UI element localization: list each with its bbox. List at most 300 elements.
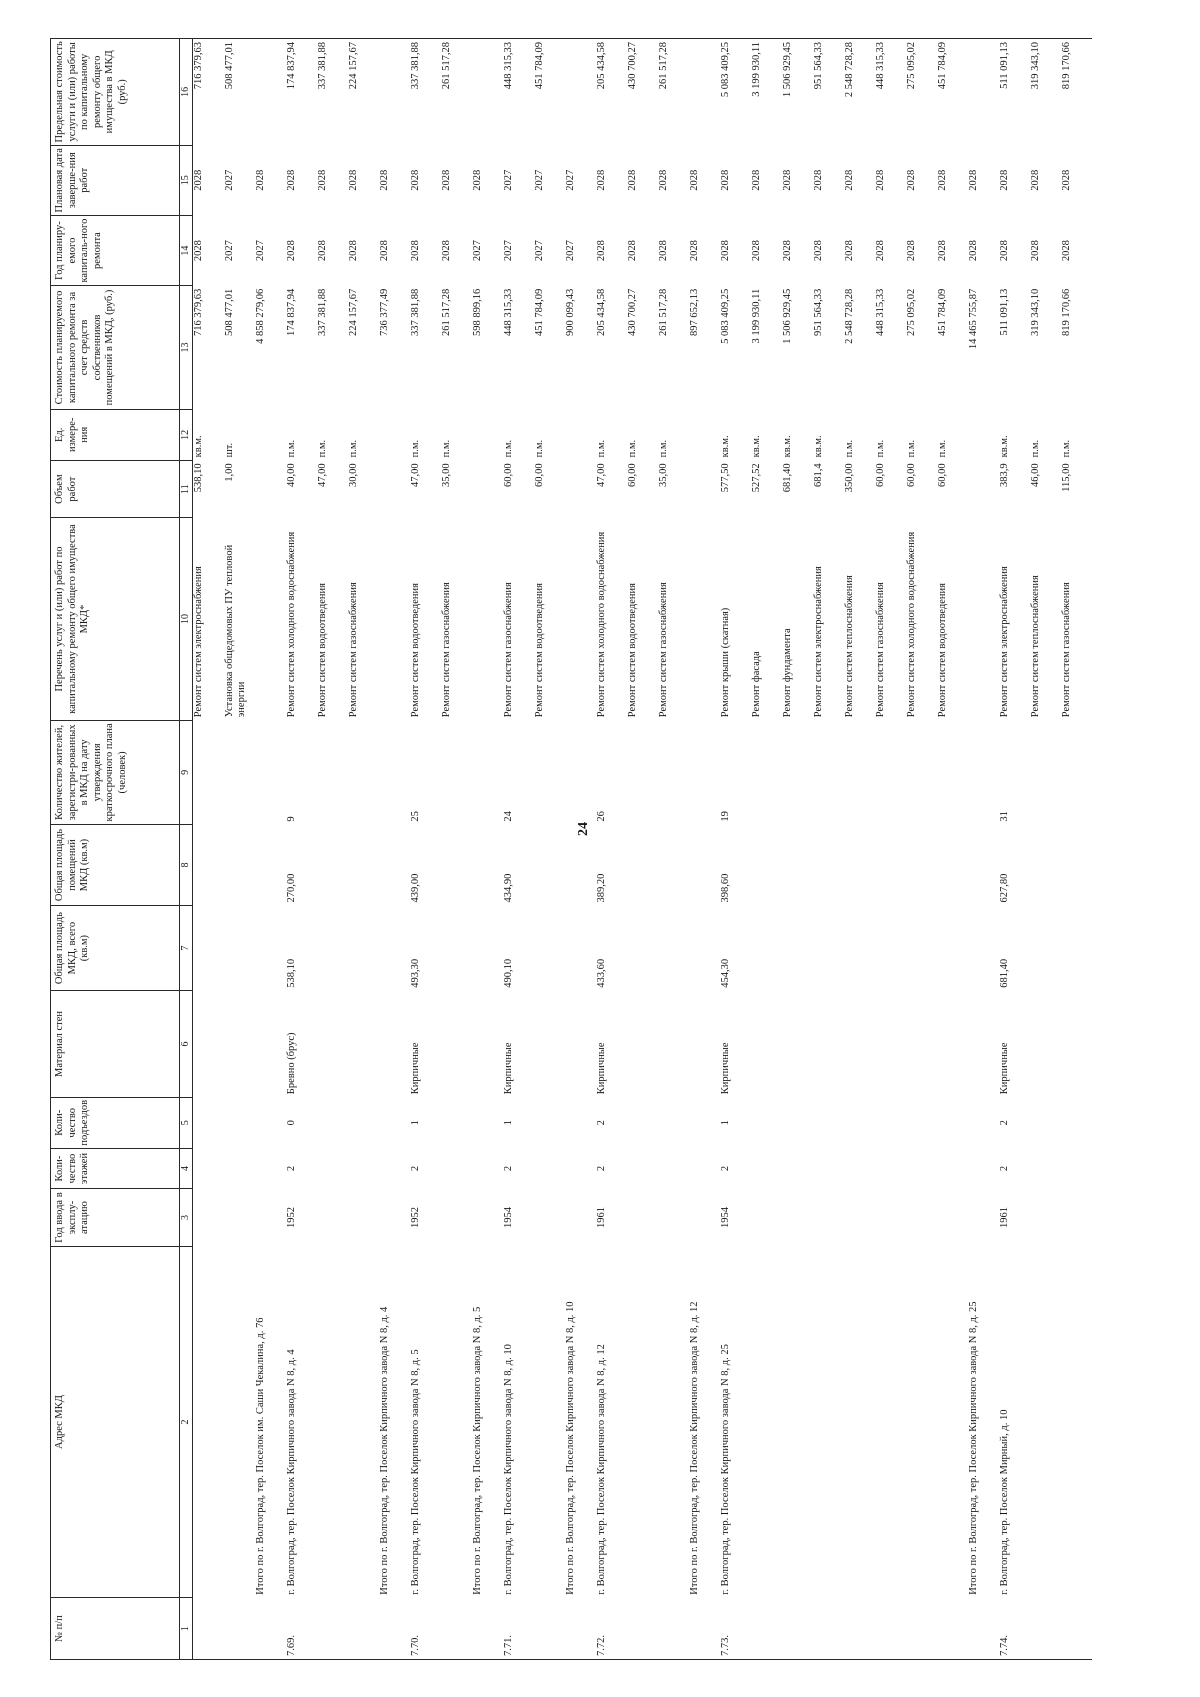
table-cell: 205 434,58 xyxy=(595,288,607,336)
table-cell xyxy=(906,906,937,991)
table-cell: 2027 xyxy=(533,169,545,191)
table-cell: Итого по г. Волгоград, тер. Поселок им. Саши Чекалина, д. 76 xyxy=(254,1317,266,1595)
column-header: Перечень услуг и (или) работ по капитальному ремонту общего имущества МКД* xyxy=(51,518,180,720)
table-cell: 7.74. xyxy=(999,1598,1030,1660)
table-cell xyxy=(658,1598,689,1660)
table-cell xyxy=(968,1189,999,1247)
table-cell: 538,10 xyxy=(285,958,297,988)
table-cell xyxy=(751,906,782,991)
column-number-cell: 13 xyxy=(180,286,193,410)
table-cell xyxy=(627,1097,658,1148)
table-cell: 337 381,88 xyxy=(410,39,441,146)
table-row xyxy=(720,39,751,1660)
table-cell xyxy=(565,1598,596,1660)
table-cell xyxy=(751,1189,782,1247)
table-cell xyxy=(875,991,906,1098)
table-cell: Ремонт крыши (скатная) xyxy=(719,607,731,718)
table-cell: 4 858 279,06 xyxy=(254,288,266,344)
table-cell xyxy=(472,39,503,146)
page-number: 24 xyxy=(576,822,591,836)
table-cell: 2028 xyxy=(812,240,824,262)
column-header: Коли-чество подъездов xyxy=(51,1097,180,1148)
table-cell: 527,52 xyxy=(750,463,762,493)
table-cell xyxy=(534,1246,565,1597)
table-cell: 60,00 xyxy=(905,463,917,487)
table-cell: 2028 xyxy=(843,169,855,191)
table-cell: Итого по г. Волгоград, тер. Поселок Кирпичного завода N 8, д. 4 xyxy=(378,1306,390,1595)
table-cell xyxy=(317,1598,348,1660)
table-cell: 2028 xyxy=(874,240,886,262)
table-cell: 2028 xyxy=(347,169,359,191)
table-cell: 2027 xyxy=(471,240,483,262)
table-cell xyxy=(1030,1189,1061,1247)
table-cell: 2027 xyxy=(223,169,235,191)
table-cell: кв.м. xyxy=(812,435,824,458)
table-cell: 337 381,88 xyxy=(317,39,348,146)
table-cell: 2028 xyxy=(905,169,917,191)
table-cell: п.м. xyxy=(1060,439,1072,458)
table-cell xyxy=(348,1189,379,1247)
table-cell: 7.73. xyxy=(720,1598,751,1660)
table-cell xyxy=(534,825,565,906)
table-cell: 398,60 xyxy=(719,873,731,903)
table-row xyxy=(441,39,472,1660)
table-cell: 1952 xyxy=(409,1207,421,1229)
column-header: Общая площадь помещений МКД (кв.м) xyxy=(51,825,180,906)
table-cell xyxy=(968,1097,999,1148)
table-cell: Ремонт систем теплоснабжения xyxy=(1029,575,1041,718)
table-cell: г. Волгоград, тер. Поселок Кирпичного завода N 8, д. 25 xyxy=(719,1344,731,1595)
table-cell xyxy=(565,1148,596,1188)
column-header: Количество жителей, зарегистри-рованных в МКД на дату утверждения краткосрочного плана (человек) xyxy=(51,720,180,824)
table-cell xyxy=(224,1148,255,1188)
table-cell: 2027 xyxy=(502,169,514,191)
table-cell xyxy=(255,825,286,906)
table-cell xyxy=(317,1148,348,1188)
table-cell xyxy=(813,991,844,1098)
rotated-document xyxy=(50,38,1180,1660)
table-cell xyxy=(782,825,813,906)
table-cell xyxy=(534,906,565,991)
table-cell: кв.м. xyxy=(719,435,731,458)
table-cell xyxy=(317,906,348,991)
table-cell xyxy=(379,991,410,1098)
table-cell xyxy=(658,1097,689,1148)
table-cell xyxy=(875,1148,906,1188)
table-cell: 2028 xyxy=(688,240,700,262)
table-cell: Ремонт систем теплоснабжения xyxy=(843,575,855,718)
table-cell xyxy=(782,1189,813,1247)
table-cell: кв.м. xyxy=(750,435,762,458)
table-cell xyxy=(968,460,999,518)
table-cell xyxy=(1061,906,1092,991)
table-cell xyxy=(348,906,379,991)
table-cell: п.м. xyxy=(657,439,669,458)
table-cell: 951 564,33 xyxy=(812,288,824,336)
table-cell: 2028 xyxy=(1060,240,1072,262)
table-cell: 2028 xyxy=(316,240,328,262)
table-cell: 2 xyxy=(595,1165,607,1172)
table-cell xyxy=(255,1189,286,1247)
table-cell: 681,4 xyxy=(812,463,824,487)
table-cell: 46,00 xyxy=(1029,463,1041,487)
table-cell: 2028 xyxy=(936,169,948,191)
table-row xyxy=(813,39,844,1660)
column-number-cell: 10 xyxy=(180,518,193,720)
table-cell: 60,00 xyxy=(502,463,514,487)
table-cell: 2028 xyxy=(905,240,917,262)
column-number-cell: 16 xyxy=(180,39,193,146)
table-cell xyxy=(348,1598,379,1660)
table-cell: 716 379,63 xyxy=(193,288,204,336)
table-cell: 1961 xyxy=(595,1207,607,1229)
table-cell xyxy=(193,1097,224,1148)
table-cell: п.м. xyxy=(1029,439,1041,458)
column-header: Предельная стоимость услуги и (или) работы по капитальному ремонту общего имущества в МКД (руб.) xyxy=(51,39,180,146)
table-cell: 434,90 xyxy=(502,873,514,903)
table-cell xyxy=(255,720,286,824)
table-cell: 2028 xyxy=(285,240,297,262)
table-cell: п.м. xyxy=(440,439,452,458)
table-cell: 14 465 755,87 xyxy=(967,288,979,350)
table-cell: Ремонт систем газоснабжения xyxy=(874,582,886,718)
table-cell xyxy=(689,460,720,518)
table-cell xyxy=(844,1097,875,1148)
column-header: Общая площадь МКД, всего (кв.м) xyxy=(51,906,180,991)
table-cell: 389,20 xyxy=(595,873,607,903)
table-cell: п.м. xyxy=(626,439,638,458)
column-header: Плановая дата заверше-ния работ xyxy=(51,145,180,215)
table-cell: 2028 xyxy=(626,169,638,191)
table-cell: 2028 xyxy=(719,240,731,262)
column-header: Материал стен xyxy=(51,991,180,1098)
table-cell: Кирпичные xyxy=(409,1042,421,1095)
table-cell: 448 315,33 xyxy=(874,288,886,336)
table-cell: 2028 xyxy=(409,169,421,191)
table-cell xyxy=(317,1189,348,1247)
table-cell xyxy=(751,991,782,1098)
table-cell xyxy=(255,409,286,460)
table-cell: 337 381,88 xyxy=(316,288,328,336)
table-cell xyxy=(968,906,999,991)
table-cell: 2028 xyxy=(781,240,793,262)
table-row xyxy=(534,39,565,1660)
table-cell: 538,10 xyxy=(193,463,204,493)
table-row xyxy=(968,39,999,1660)
table-cell xyxy=(689,1097,720,1148)
column-number-cell: 2 xyxy=(180,1246,193,1597)
table-cell xyxy=(441,825,472,906)
table-cell xyxy=(565,991,596,1098)
table-cell xyxy=(317,1246,348,1597)
table-cell xyxy=(193,1189,224,1247)
table-cell: 47,00 xyxy=(409,463,421,487)
table-cell xyxy=(658,906,689,991)
table-cell xyxy=(1061,1148,1092,1188)
table-cell xyxy=(937,991,968,1098)
table-cell: 1952 xyxy=(285,1207,297,1229)
table-cell: 2028 xyxy=(378,240,390,262)
table-cell xyxy=(317,991,348,1098)
table-cell xyxy=(379,1148,410,1188)
table-row xyxy=(503,39,534,1660)
table-cell: 2 548 728,28 xyxy=(843,288,855,344)
table-cell: 60,00 xyxy=(874,463,886,487)
table-cell xyxy=(348,1097,379,1148)
table-cell xyxy=(565,460,596,518)
table-cell: п.м. xyxy=(936,439,948,458)
column-header: Год ввода в эксплу-атацию xyxy=(51,1189,180,1247)
table-cell: 275 095,02 xyxy=(905,288,917,336)
table-cell xyxy=(689,1598,720,1660)
table-cell xyxy=(813,720,844,824)
table-cell: 2028 xyxy=(936,240,948,262)
table-cell: 897 652,13 xyxy=(688,288,700,336)
table-cell xyxy=(441,1097,472,1148)
table-cell xyxy=(1030,1148,1061,1188)
table-cell xyxy=(565,518,596,720)
table-cell xyxy=(627,1189,658,1247)
table-row xyxy=(255,39,286,1660)
table-cell: п.м. xyxy=(905,439,917,458)
table-cell xyxy=(1061,991,1092,1098)
table-cell xyxy=(906,1246,937,1597)
table-cell: 819 170,66 xyxy=(1060,288,1072,336)
table-cell: 7.71. xyxy=(503,1598,534,1660)
table-row xyxy=(627,39,658,1660)
table-cell: 30,00 xyxy=(347,463,359,487)
table-cell xyxy=(379,720,410,824)
table-cell xyxy=(255,991,286,1098)
table-cell xyxy=(1030,991,1061,1098)
table-cell: 350,00 xyxy=(843,463,855,493)
table-cell: 2028 xyxy=(967,240,979,262)
table-cell xyxy=(689,906,720,991)
table-cell: кв.м. xyxy=(781,435,793,458)
table-cell: п.м. xyxy=(843,439,855,458)
table-cell xyxy=(875,720,906,824)
table-cell: 319 343,10 xyxy=(1029,288,1041,336)
table-cell: 60,00 xyxy=(936,463,948,487)
table-cell: 60,00 xyxy=(626,463,638,487)
table-cell: Ремонт фасада xyxy=(750,651,762,718)
table-row xyxy=(999,39,1030,1660)
table-cell: 1,00 xyxy=(223,463,235,482)
table-cell xyxy=(1030,720,1061,824)
table-cell: 681,40 xyxy=(998,958,1010,988)
table-cell: 1 506 929,45 xyxy=(781,288,793,344)
table-cell xyxy=(689,825,720,906)
table-cell xyxy=(472,460,503,518)
table-cell: 736 377,49 xyxy=(378,288,390,336)
table-cell: Итого по г. Волгоград, тер. Поселок Кирпичного завода N 8, д. 25 xyxy=(967,1301,979,1595)
table-cell: 2 xyxy=(285,1165,297,1172)
table-cell: 2027 xyxy=(564,240,576,262)
table-cell xyxy=(1030,906,1061,991)
table-cell: Ремонт систем электроснабжения xyxy=(998,566,1010,718)
table-cell xyxy=(255,518,286,720)
table-cell xyxy=(782,1148,813,1188)
table-cell xyxy=(255,906,286,991)
table-cell xyxy=(534,1097,565,1148)
table-cell xyxy=(1061,1598,1092,1660)
table-cell: Ремонт систем газоснабжения xyxy=(1060,582,1072,718)
table-cell xyxy=(813,1097,844,1148)
table-cell xyxy=(317,825,348,906)
table-cell: 2028 xyxy=(409,240,421,262)
table-cell xyxy=(844,906,875,991)
table-cell: 2028 xyxy=(471,169,483,191)
table-cell: 454,30 xyxy=(719,958,731,988)
table-cell xyxy=(968,1148,999,1188)
table-cell: 508 477,01 xyxy=(224,39,255,146)
table-cell: Ремонт фундамента xyxy=(781,628,793,718)
column-header: № п/п xyxy=(51,1598,180,1660)
table-cell xyxy=(844,825,875,906)
table-cell: 9 xyxy=(285,816,297,822)
table-cell: 2 xyxy=(409,1165,421,1172)
table-cell xyxy=(875,825,906,906)
table-row xyxy=(224,39,255,1660)
table-cell: 3 199 930,11 xyxy=(751,39,782,146)
column-number-cell: 9 xyxy=(180,720,193,824)
table-cell xyxy=(565,1189,596,1247)
table-cell: 2027 xyxy=(564,169,576,191)
table-cell xyxy=(1030,825,1061,906)
table-cell xyxy=(348,1246,379,1597)
table-cell xyxy=(255,1097,286,1148)
table-row xyxy=(348,39,379,1660)
table-row xyxy=(658,39,689,1660)
table-cell: 25 xyxy=(409,811,421,822)
table-cell: Ремонт систем электроснабжения xyxy=(812,566,824,718)
table-cell xyxy=(813,1148,844,1188)
column-number-cell: 12 xyxy=(180,409,193,460)
table-cell xyxy=(472,1148,503,1188)
table-cell xyxy=(627,991,658,1098)
table-cell xyxy=(906,1097,937,1148)
column-header: Год планиру-емого капиталь-ного ремонта xyxy=(51,215,180,285)
table-cell xyxy=(875,1189,906,1247)
table-cell: 261 517,28 xyxy=(440,288,452,336)
table-row xyxy=(193,39,224,1660)
table-cell: г. Волгоград, тер. Поселок Кирпичного завода N 8, д. 12 xyxy=(595,1344,607,1595)
table-cell: Ремонт систем газоснабжения xyxy=(502,582,514,718)
table-cell xyxy=(379,1189,410,1247)
table-cell xyxy=(968,825,999,906)
table-cell xyxy=(1061,1246,1092,1597)
table-cell xyxy=(193,1246,224,1597)
table-cell: 40,00 xyxy=(285,463,297,487)
table-cell: кв.м. xyxy=(193,435,204,458)
table-cell: 2028 xyxy=(750,169,762,191)
table-cell: 337 381,88 xyxy=(409,288,421,336)
table-cell xyxy=(689,1148,720,1188)
table-cell: 2028 xyxy=(812,169,824,191)
table-cell xyxy=(224,1598,255,1660)
table-cell: 174 837,94 xyxy=(286,39,317,146)
table-cell: Ремонт систем водоотведения xyxy=(316,583,328,718)
table-cell xyxy=(782,991,813,1098)
table-cell xyxy=(472,1097,503,1148)
column-number-cell: 1 xyxy=(180,1598,193,1660)
table-cell xyxy=(627,1148,658,1188)
table-cell: 2 xyxy=(998,1120,1010,1126)
table-body xyxy=(193,39,1092,1660)
table-cell xyxy=(658,825,689,906)
table-cell xyxy=(193,720,224,824)
table-cell: 2028 xyxy=(626,240,638,262)
table-cell: 1961 xyxy=(998,1207,1010,1229)
table-cell xyxy=(565,720,596,824)
table-cell: Ремонт систем холодного водоснабжения xyxy=(595,531,607,718)
table-cell xyxy=(441,1148,472,1188)
table-cell: п.м. xyxy=(409,439,421,458)
table-cell: 174 837,94 xyxy=(285,288,297,336)
table-cell xyxy=(875,1097,906,1148)
table-cell xyxy=(193,991,224,1098)
table-cell: 224 157,67 xyxy=(347,288,359,336)
table-cell: 2028 xyxy=(595,240,607,262)
table-cell xyxy=(193,1148,224,1188)
table-cell: п.м. xyxy=(285,439,297,458)
table-cell: Кирпичные xyxy=(719,1042,731,1095)
table-cell: г. Волгоград, тер. Поселок Кирпичного завода N 8, д. 10 xyxy=(502,1344,514,1595)
table-cell: 2028 xyxy=(688,169,700,191)
table-cell: г. Волгоград, тер. Поселок Кирпичного завода N 8, д. 5 xyxy=(409,1349,421,1595)
table-cell xyxy=(472,991,503,1098)
table-cell: 2 xyxy=(502,1165,514,1172)
column-number-cell: 11 xyxy=(180,460,193,518)
table-cell: Ремонт систем холодного водоснабжения xyxy=(285,531,297,718)
table-cell xyxy=(441,1189,472,1247)
table-cell xyxy=(906,991,937,1098)
table-cell: Кирпичные xyxy=(502,1042,514,1095)
table-cell: Кирпичные xyxy=(595,1042,607,1095)
table-cell xyxy=(193,906,224,991)
table-cell xyxy=(813,1246,844,1597)
column-header: Стоимость планируемого капитального ремонта за счет средств собственников помещений в МКД, (руб.) xyxy=(51,286,180,410)
table-cell: 511 091,13 xyxy=(999,39,1030,146)
table-cell xyxy=(782,1598,813,1660)
table-cell: 1 xyxy=(719,1120,731,1126)
table-cell: п.м. xyxy=(533,439,545,458)
table-cell: п.м. xyxy=(347,439,359,458)
table-cell: Ремонт систем газоснабжения xyxy=(440,582,452,718)
table-cell xyxy=(844,720,875,824)
table-cell: 261 517,28 xyxy=(441,39,472,146)
table-row xyxy=(906,39,937,1660)
column-header: Адрес МКД xyxy=(51,1246,180,1597)
table-cell xyxy=(875,1246,906,1597)
table-row xyxy=(1061,39,1092,1660)
table-cell xyxy=(534,991,565,1098)
table-cell xyxy=(379,906,410,991)
table-cell xyxy=(565,906,596,991)
column-number-cell: 15 xyxy=(180,145,193,215)
table-cell xyxy=(441,720,472,824)
table-cell: 1 xyxy=(502,1120,514,1126)
table-row xyxy=(565,39,596,1660)
table-cell: п.м. xyxy=(316,439,328,458)
table-cell: 2027 xyxy=(533,240,545,262)
table-cell: 493,30 xyxy=(409,958,421,988)
table-cell: 115,00 xyxy=(1060,463,1072,492)
table-cell xyxy=(534,720,565,824)
table-cell xyxy=(441,991,472,1098)
table-cell xyxy=(968,991,999,1098)
table-cell xyxy=(1030,1097,1061,1148)
